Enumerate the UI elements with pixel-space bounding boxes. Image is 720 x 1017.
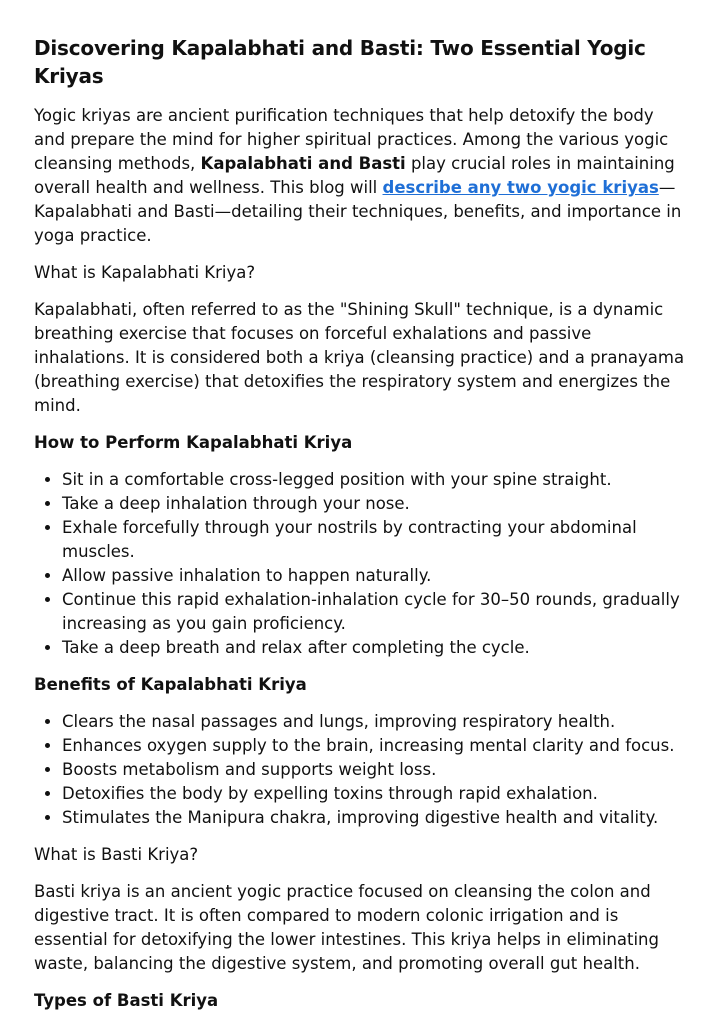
list-item: • Allow passive inhalation to happen naturally. xyxy=(62,564,686,588)
intro-bold-text: Kapalabhati and Basti xyxy=(200,154,406,173)
list-item: • Stimulates the Manipura chakra, improving digestive health and vitality. xyxy=(62,806,686,830)
intro-paragraph xyxy=(34,104,686,248)
benefits-list xyxy=(34,710,686,830)
article-title: Discovering Kapalabhati and Basti: Two Essential Yogic Kriyas xyxy=(34,36,646,88)
list-item: • Boosts metabolism and supports weight loss. xyxy=(62,758,686,782)
list-item: • Detoxifies the body by expelling toxins through rapid exhalation. xyxy=(62,782,686,806)
intro-text-3: —Kapalabhati and Basti—detailing their techniques, benefits, and importance in yoga practice. xyxy=(34,178,682,245)
describe-kriyas-link[interactable]: describe any two yogic kriyas xyxy=(382,178,659,197)
list-item: • Take a deep inhalation through your nose. xyxy=(62,492,686,516)
how-to-heading: How to Perform Kapalabhati Kriya xyxy=(34,433,353,452)
list-item: • Clears the nasal passages and lungs, improving respiratory health. xyxy=(62,710,686,734)
basti-heading: What is Basti Kriya? xyxy=(34,845,199,864)
kapalabhati-description: Kapalabhati, often referred to as the "Shining Skull" technique, is a dynamic breathing exercise that focuses on forceful exhalations and passive inhalations. It is considered both a kriya (cleansing practice) and a pranayama (breathing exercise) that detoxifies the respiratory system and energizes the mind. xyxy=(34,300,685,415)
list-item: • Exhale forcefully through your nostrils by contracting your abdominal muscles. xyxy=(62,516,686,564)
kapalabhati-heading: What is Kapalabhati Kriya? xyxy=(34,263,256,282)
how-to-steps-list xyxy=(34,468,686,660)
types-heading: Types of Basti Kriya xyxy=(34,991,219,1010)
basti-description: Basti kriya is an ancient yogic practice focused on cleansing the colon and digestive tract. It is often compared to modern colonic irrigation and is essential for detoxifying the lower intestines. This kriya helps in eliminating waste, balancing the digestive system, and promoting overall gut health. xyxy=(34,882,659,973)
benefits-heading: Benefits of Kapalabhati Kriya xyxy=(34,675,307,694)
list-item: • Sit in a comfortable cross-legged position with your spine straight. xyxy=(62,468,686,492)
intro-text-1: Yogic kriyas are ancient purification techniques that help detoxify the body and prepare the mind for higher spiritual practices. Among the various yogic cleansing methods, xyxy=(34,106,669,173)
list-item: • Continue this rapid exhalation-inhalation cycle for 30–50 rounds, gradually increasing as you gain proficiency. xyxy=(62,588,686,636)
list-item: • Take a deep breath and relax after completing the cycle. xyxy=(62,636,686,660)
intro-text-2: play crucial roles in maintaining overall health and wellness. This blog will xyxy=(34,154,675,197)
list-item: • Enhances oxygen supply to the brain, increasing mental clarity and focus. xyxy=(62,734,686,758)
